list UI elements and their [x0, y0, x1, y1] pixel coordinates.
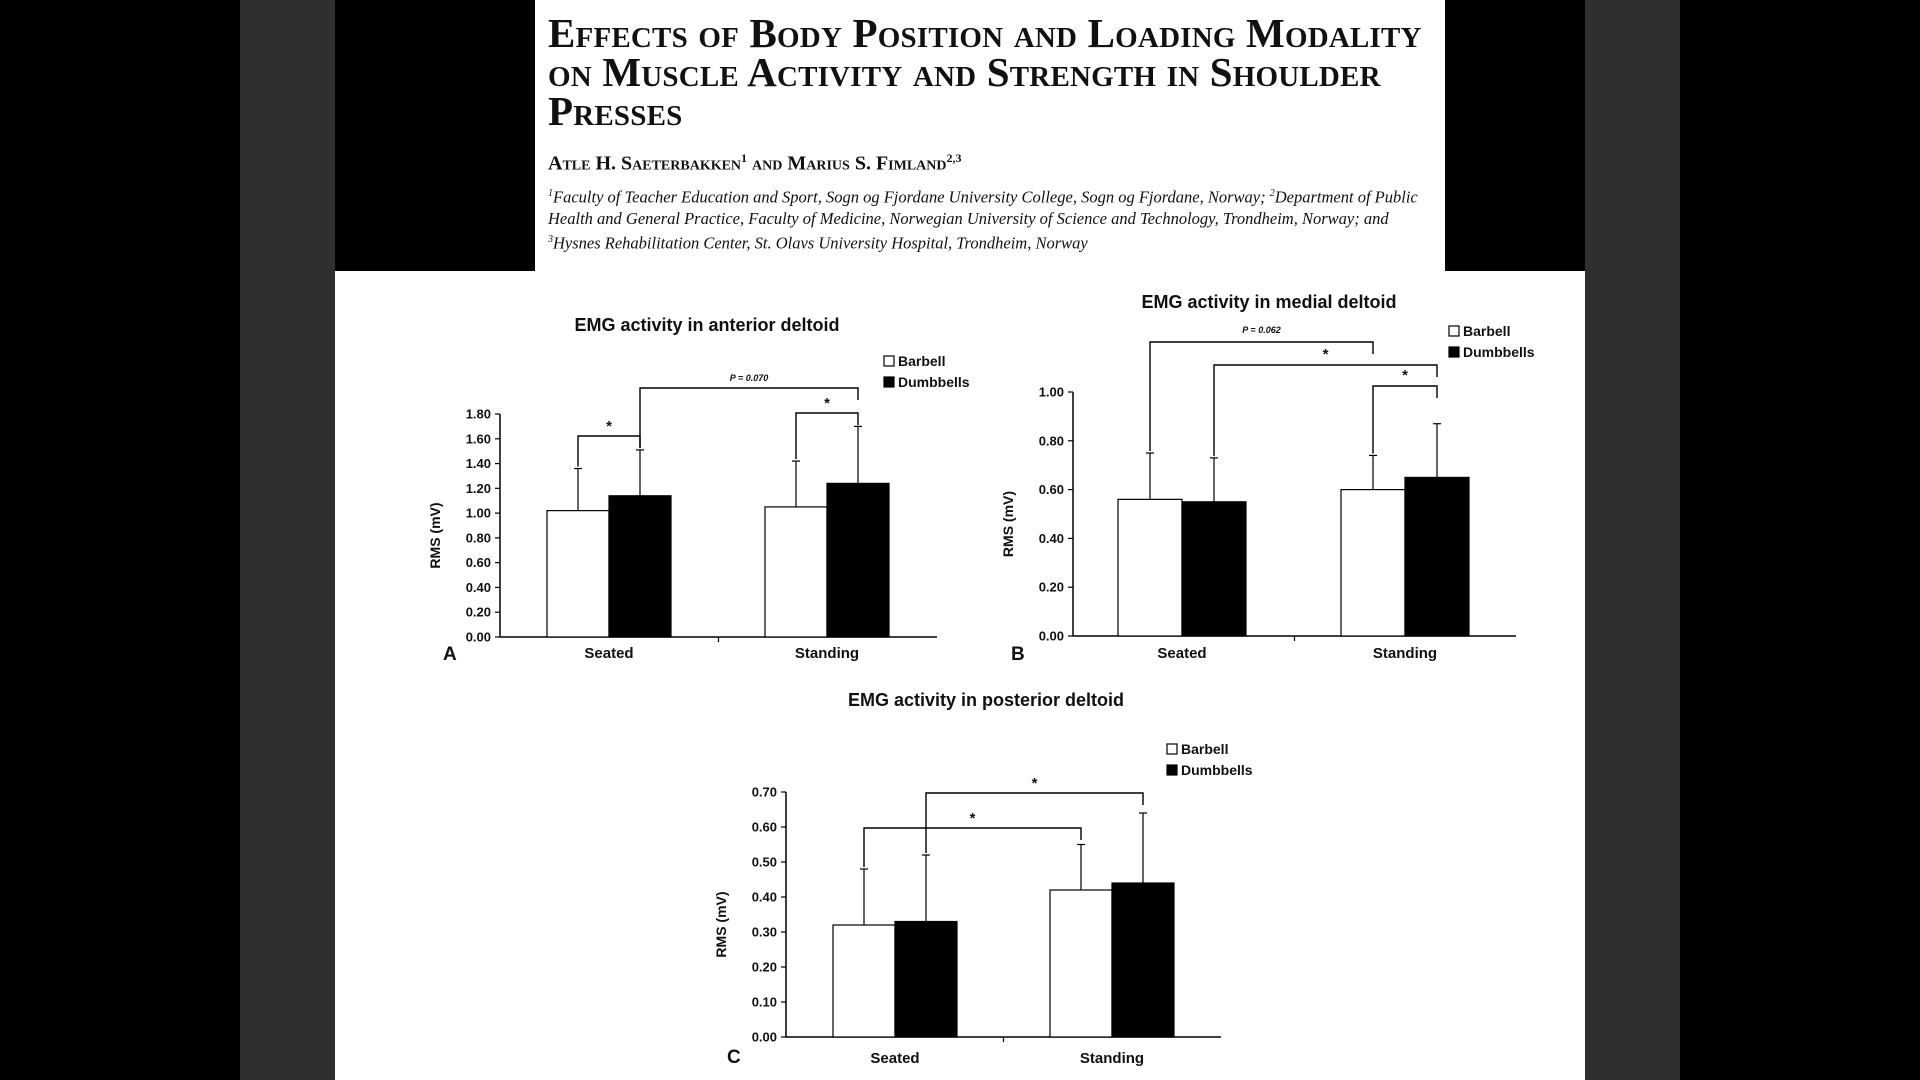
y-tick-label: 0.30	[751, 924, 777, 940]
bar-barbell	[765, 507, 827, 637]
y-tick-label: 0.50	[751, 854, 777, 870]
significance-label: P = 0.062	[1242, 325, 1281, 335]
legend-label: Dumbbells	[1181, 762, 1253, 778]
y-tick-label: 0.00	[465, 629, 491, 645]
significance-label: *	[969, 810, 976, 827]
y-tick-label: 1.40	[465, 456, 491, 472]
affiliation-sup: 3	[548, 233, 553, 245]
legend-swatch	[1449, 347, 1459, 357]
significance-bracket	[1373, 386, 1437, 453]
paper-title: Effects of Body Position and Loading Modality on Muscle Activity and Strength in Shoulder Presses	[548, 10, 1422, 134]
panel-letter: B	[1011, 644, 1025, 665]
significance-label: *	[1322, 346, 1329, 363]
bar-barbell	[1341, 490, 1405, 636]
affiliation-text: Hysnes Rehabilitation Center, St. Olavs University Hospital, Trondheim, Norway	[553, 233, 1088, 252]
legend-label: Dumbbells	[898, 374, 970, 390]
bar-dumbbells	[1112, 883, 1174, 1037]
chart-title: EMG activity in medial deltoid	[1141, 292, 1397, 312]
significance-label: *	[606, 418, 612, 435]
y-tick-label: 0.20	[1038, 579, 1064, 595]
author-name: Marius S. Fimland	[787, 152, 947, 175]
legend-swatch	[1449, 326, 1459, 336]
bar-barbell	[1050, 890, 1112, 1037]
y-tick-label: 0.80	[465, 530, 491, 546]
y-axis-label: RMS (mV)	[713, 891, 729, 958]
significance-bracket	[1150, 342, 1373, 451]
y-tick-label: 1.60	[465, 431, 491, 447]
legend-label: Barbell	[898, 353, 946, 369]
significance-bracket	[926, 793, 1143, 853]
panel-letter: A	[443, 644, 457, 665]
affiliation-sup: 1	[548, 188, 553, 199]
y-tick-label: 0.70	[751, 784, 777, 800]
panel-letter: C	[727, 1047, 741, 1068]
legend-swatch	[1167, 744, 1177, 754]
author-joiner: and	[752, 152, 783, 175]
y-tick-label: 0.40	[465, 579, 491, 595]
category-label: Standing	[1079, 1050, 1145, 1067]
bar-dumbbells	[827, 483, 889, 637]
y-tick-label: 0.40	[1038, 530, 1064, 546]
category-label: Seated	[584, 645, 634, 662]
legend-label: Dumbbells	[1463, 344, 1535, 360]
legend-label: Barbell	[1463, 323, 1511, 339]
legend-swatch	[884, 356, 894, 366]
bar-dumbbells	[895, 922, 957, 1038]
y-tick-label: 1.20	[465, 480, 491, 496]
author-name: Atle H. Saeterbakken	[548, 152, 742, 175]
y-tick-label: 1.00	[1038, 384, 1064, 400]
y-tick-label: 0.20	[465, 604, 491, 620]
significance-bracket	[796, 413, 858, 459]
y-tick-label: 0.40	[751, 889, 777, 905]
bar-dumbbells	[609, 496, 671, 637]
y-tick-label: 0.00	[751, 1029, 777, 1045]
y-tick-label: 0.60	[465, 555, 491, 571]
chart-title: EMG activity in anterior deltoid	[574, 315, 840, 335]
author-sup: 1	[741, 151, 748, 165]
affiliation-text: Department of Public Health and General Practice, Faculty of Medicine, Norwegian University of Science and Technology, Trondheim, Norway; and	[548, 187, 1418, 228]
y-tick-label: 0.10	[751, 994, 777, 1010]
category-label: Seated	[870, 1050, 920, 1067]
y-tick-label: 0.00	[1038, 628, 1064, 644]
significance-label: P = 0.070	[729, 373, 769, 383]
bar-barbell	[547, 511, 609, 637]
significance-label: *	[1402, 367, 1408, 384]
legend-swatch	[884, 377, 894, 387]
significance-bracket	[864, 828, 1081, 867]
y-axis-label: RMS (mV)	[1000, 490, 1016, 558]
bar-dumbbells	[1405, 477, 1469, 636]
y-tick-label: 0.20	[751, 959, 777, 975]
significance-label: *	[1031, 775, 1038, 792]
category-label: Standing	[794, 645, 860, 662]
y-tick-label: 0.80	[1038, 433, 1064, 449]
author-sup: 2,3	[946, 151, 962, 165]
bar-dumbbells	[1182, 502, 1246, 636]
significance-label: *	[824, 395, 830, 412]
bar-barbell	[833, 925, 895, 1037]
significance-bracket	[578, 436, 640, 467]
y-tick-label: 0.60	[751, 819, 777, 835]
legend-label: Barbell	[1181, 741, 1229, 757]
category-label: Standing	[1372, 645, 1438, 662]
bar-barbell	[1118, 499, 1182, 636]
y-tick-label: 1.80	[465, 406, 491, 422]
affiliation-sup: 2	[1269, 188, 1275, 199]
legend-swatch	[1167, 765, 1177, 775]
y-axis-label: RMS (mV)	[427, 502, 443, 569]
category-label: Seated	[1157, 645, 1207, 662]
y-tick-label: 0.60	[1038, 482, 1064, 498]
y-tick-label: 1.00	[465, 505, 491, 521]
chart-title: EMG activity in posterior deltoid	[847, 690, 1125, 710]
affiliation-text: Faculty of Teacher Education and Sport, Sogn og Fjordane University College, Sogn og Fjordane, Norway;	[553, 187, 1270, 207]
